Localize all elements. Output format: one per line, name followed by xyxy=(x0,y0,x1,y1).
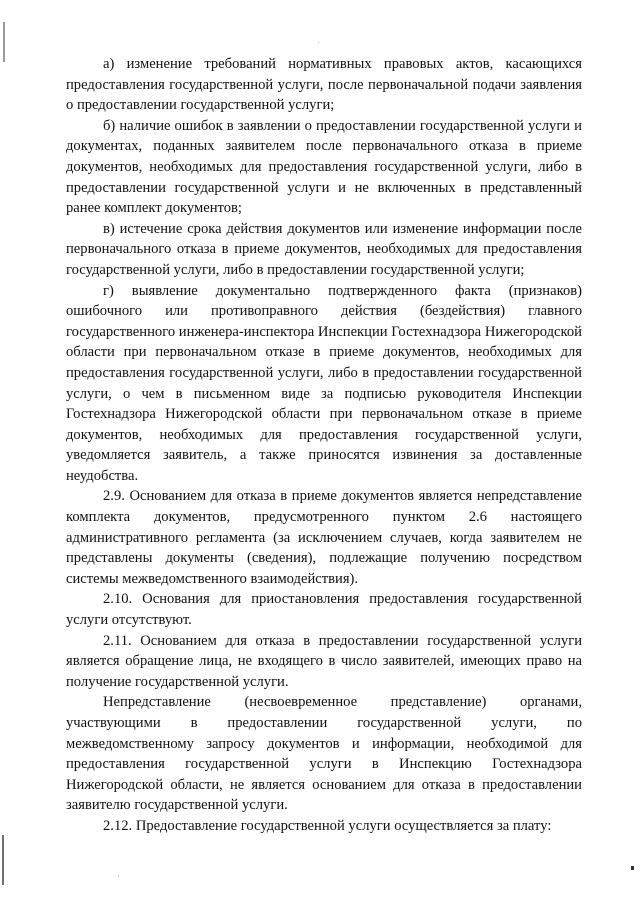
paragraph-b: б) наличие ошибок в заявлении о предоставлении государственной услуги и документах, поданных заявителем после первоначального отказа в приеме документов, необходимых для предоставления государственной услуги, либо в предоставлении государственной услуги и не включенных в представленный ранее комплект документов; xyxy=(66,117,582,217)
scan-speck-right xyxy=(631,866,634,870)
document-page xyxy=(66,54,582,837)
scan-speck-bottom xyxy=(118,876,119,877)
paragraph-2-10: 2.10. Основания для приостановления предоставления государственной услуги отсутствуют. xyxy=(66,591,582,629)
scan-edge-mark-top xyxy=(3,22,5,62)
paragraph-2-12: 2.12. Предоставление государственной услуги осуществляется за плату: xyxy=(103,817,552,834)
paragraph-2-9: 2.9. Основанием для отказа в приеме документов является непредставление комплекта документов, предусмотренного пунктом 2.6 настоящего административного регламента (за исключением случаев, когда заявителем не представлены документы (сведения), подлежащие получению посредством системы межведомственного взаимодействия). xyxy=(66,488,582,587)
scan-edge-mark-bottom xyxy=(2,835,4,885)
scan-speck-top xyxy=(318,42,319,43)
paragraph-v: в) истечение срока действия документов или изменение информации после первоначального отказа в приеме документов, необходимых для предоставления государственной услуги, либо в предоставлении государственной услуги; xyxy=(66,220,582,278)
paragraph-g: г) выявление документально подтвержденного факта (признаков) ошибочного или противоправного действия (бездействия) главного государственного инженера-инспектора Инспекции Гостехнадзора Нижегородской области при первоначальном отказе в приеме документов, необходимых для предоставления государственной услуги, либо в предоставлении государственной услуги, о чем в письменном виде за подписью руководителя Инспекции Гостехнадзора Нижегородской области при первоначальном отказе в приеме документов, необходимых для предоставления государственной услуги, уведомляется заявитель, а также приносятся извинения за доставленные неудобства. xyxy=(66,282,582,484)
paragraph-a: а) изменение требований нормативных правовых актов, касающихся предоставления государственной услуги, после первоначальной подачи заявления о предоставлении государственной услуги; xyxy=(66,56,582,114)
paragraph-2-11: 2.11. Основанием для отказа в предоставлении государственной услуги является обращение лица, не входящего в число заявителей, имеющих право на получение государственной услуги. xyxy=(66,632,582,690)
paragraph-non-submission: Непредставление (несвоевременное представление) органами, участвующими в предоставлении государственной услуги, по межведомственному запросу документов и информации, необходимой для предоставления государственной услуги в Инспекцию Гостехнадзора Нижегородской области, не является основанием для отказа в предоставлении заявителю государственной услуги. xyxy=(66,694,582,814)
